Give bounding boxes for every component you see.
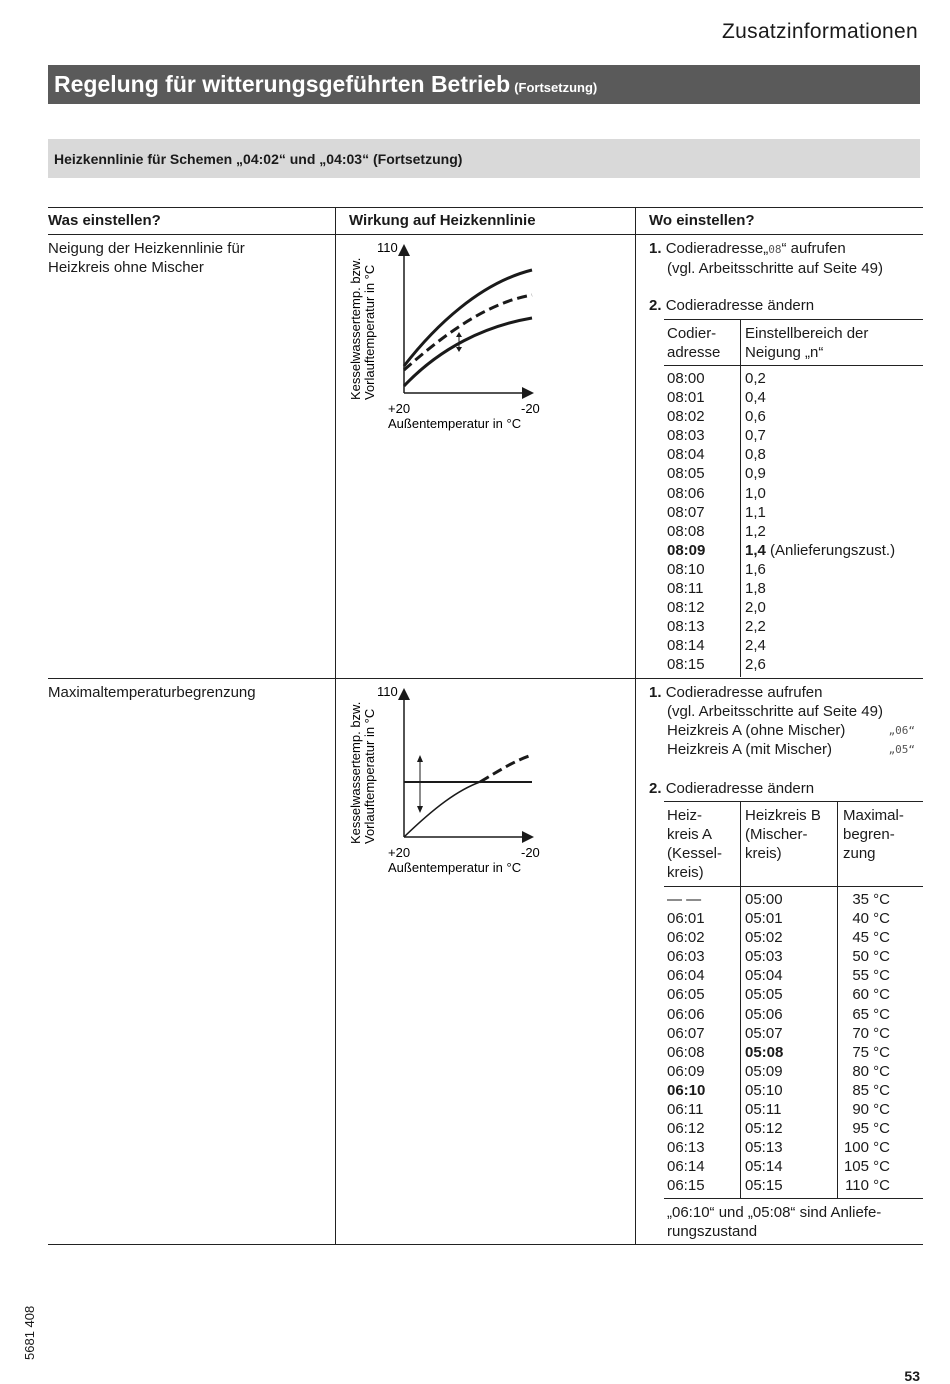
table-cell: 0,9 — [745, 465, 766, 483]
row1-curve-upper — [404, 270, 532, 366]
table-row: 06:03 — [667, 948, 705, 966]
table-row: 08:10 — [667, 560, 705, 578]
row2-heizkreis-b-list — [745, 890, 783, 1196]
row2-curve-dashed — [480, 755, 532, 782]
table-cell: 0,4 — [745, 389, 766, 407]
table-cell: 65 °C — [852, 1005, 890, 1023]
row1-subtable-header-rule — [664, 365, 923, 366]
table-row: — — — [667, 891, 702, 908]
subtitle-bar — [48, 139, 920, 178]
table-cell: 05:02 — [745, 929, 783, 947]
row2-max-temp-chart — [340, 682, 550, 882]
table-cell: 35 °C — [852, 891, 890, 908]
table-cell: 0,2 — [745, 370, 766, 387]
table-cell: 90 °C — [852, 1101, 890, 1119]
table-row: 06:14 — [667, 1158, 705, 1176]
table-cell: 2,4 — [745, 637, 766, 655]
row2-code-heizkreis-a-mit: „05“ — [888, 743, 915, 756]
row1-subtable-divider — [740, 319, 741, 677]
table-row: 08:11 — [667, 580, 704, 598]
table-row: 06:05 — [667, 986, 705, 1004]
table-cell: 0,7 — [745, 427, 766, 445]
table-cell: 45 °C — [852, 929, 890, 947]
table-cell: 0,8 — [745, 446, 766, 464]
table-cell: 05:01 — [745, 910, 783, 928]
row1-x-left-label: +20 — [388, 401, 411, 416]
row-divider — [48, 678, 923, 679]
table-cell: 05:03 — [745, 948, 783, 966]
default-note: (Anlieferungszust.) — [770, 541, 896, 559]
row1-x-right-label: -20 — [521, 401, 540, 416]
table-cell: 95 °C — [852, 1120, 890, 1138]
row2-x-right-label: -20 — [521, 845, 540, 860]
table-cell: 2,0 — [745, 599, 766, 617]
row2-y-axis-label-line2: Vorlauftemperatur in °C — [362, 708, 377, 844]
table-cell: 2,6 — [745, 656, 766, 674]
row1-step1: 1. Codieradresse„08“ aufrufen (vgl. Arbeitsschritte auf Seite 49) — [649, 240, 883, 277]
table-cell: 1,8 — [745, 580, 766, 598]
row1-y-axis-label-line1: Kesselwassertemp. bzw. — [348, 257, 363, 400]
row1-y-axis-label-line2: Vorlauftemperatur in °C — [362, 264, 377, 400]
table-cell: 05:04 — [745, 967, 783, 985]
table-cell: 75 °C — [852, 1043, 890, 1061]
table-row: 08:07 — [667, 503, 705, 521]
table-cell: 1,1 — [745, 503, 766, 521]
table-cell: 05:05 — [745, 986, 783, 1004]
row1-curve-lower — [404, 318, 532, 386]
table-cell-default: 1,4 (Anlieferungszust.) — [745, 541, 896, 559]
row1-subtable-top — [664, 319, 923, 320]
row1-value-list — [745, 369, 895, 675]
row2-subtable-bottom — [664, 1198, 923, 1199]
page-title-suffix: (Fortsetzung) — [514, 80, 598, 95]
row1-code-list — [667, 369, 705, 675]
row1-what: Neigung der Heizkennlinie für Heizkreis ohne Mischer — [48, 240, 245, 276]
row2-x-left-label: +20 — [388, 845, 411, 860]
table-row: 06:01 — [667, 910, 705, 928]
section-label: Zusatzinformationen — [722, 20, 918, 43]
row2-x-axis-label: Außentemperatur in °C — [388, 860, 522, 875]
table-cell: 05:06 — [745, 1005, 783, 1023]
table-top-rule — [48, 207, 923, 208]
table-cell: 100 °C — [843, 1139, 890, 1157]
table-row: 08:02 — [667, 408, 705, 426]
row1-subheader-code: Codier- adresse — [667, 325, 721, 361]
page-title: Regelung für witterungsgeführten Betrieb (Fortsetzung) — [54, 71, 598, 97]
table-cell: 40 °C — [852, 910, 890, 928]
row2-subheader-heizkreis-a: Heiz- kreis A (Kessel- kreis) — [667, 807, 723, 881]
table-cell: 0,6 — [745, 408, 766, 426]
row2-subtable-header-rule — [664, 886, 923, 887]
table-cell: 1,6 — [745, 560, 766, 578]
table-row: 08:14 — [667, 637, 705, 655]
table-row: 06:02 — [667, 929, 705, 947]
col-header-where: Wo einstellen? — [649, 212, 755, 229]
table-row: 06:13 — [667, 1139, 705, 1157]
col-header-effect: Wirkung auf Heizkennlinie — [349, 212, 536, 229]
table-row: 06:06 — [667, 1005, 705, 1023]
table-cell: 105 °C — [843, 1158, 890, 1176]
row2-what: Maximaltemperaturbegrenzung — [48, 684, 256, 701]
row2-subtable-top — [664, 801, 923, 802]
table-cell: 60 °C — [852, 986, 890, 1004]
row2-heizkreis-a-list — [667, 890, 705, 1196]
column-divider-2 — [635, 207, 636, 1244]
title-bar — [48, 65, 920, 104]
row2-y-max-label: 110 — [377, 684, 398, 699]
table-row: 06:08 — [667, 1043, 705, 1061]
table-cell: 70 °C — [852, 1024, 890, 1042]
table-cell: 05:09 — [745, 1062, 783, 1080]
row2-subheader-heizkreis-b: Heizkreis B (Mischer- kreis) — [745, 807, 821, 862]
table-row: 08:15 — [667, 656, 705, 674]
row1-heating-curve-chart — [340, 238, 550, 438]
table-cell: 05:00 — [745, 891, 783, 908]
row1-x-axis-label: Außentemperatur in °C — [388, 416, 522, 431]
table-cell: 05:12 — [745, 1120, 783, 1138]
column-divider-1 — [335, 207, 336, 1244]
table-row: 08:08 — [667, 522, 705, 540]
row2-y-axis-label-line1: Kesselwassertemp. bzw. — [348, 701, 363, 844]
subtitle: Heizkennlinie für Schemen „04:02“ und „04:03“ (Fortsetzung) — [54, 151, 463, 167]
table-cell: 05:11 — [745, 1101, 782, 1119]
document-number: 5681 408 — [22, 1305, 37, 1360]
table-row: 06:07 — [667, 1024, 705, 1042]
table-row: 08:01 — [667, 389, 705, 407]
table-row: 06:15 — [667, 1177, 705, 1195]
row2-subtable-divider-1 — [740, 801, 741, 1198]
table-cell: 80 °C — [852, 1062, 890, 1080]
table-cell: 05:13 — [745, 1139, 783, 1157]
row1-display-code: 08 — [768, 243, 782, 256]
table-row-default: 08:09 — [667, 541, 706, 559]
row1-subheader-range: Einstellbereich der Neigung „n“ — [745, 325, 869, 361]
table-row: 08:03 — [667, 427, 705, 445]
table-cell: 110 °C — [845, 1177, 890, 1195]
table-row: 08:00 — [667, 370, 705, 387]
table-cell: 55 °C — [852, 967, 890, 985]
row2-footer-note: „06:10“ und „05:08“ sind Anliefe- rungszustand — [667, 1204, 882, 1240]
row1-curve-dashed — [404, 295, 532, 370]
table-cell: 05:10 — [745, 1081, 783, 1099]
table-cell: 05:14 — [745, 1158, 783, 1176]
table-cell: 05:15 — [745, 1177, 783, 1195]
table-bottom-rule — [48, 1244, 923, 1245]
page-number: 53 — [904, 1368, 920, 1384]
table-cell: 2,2 — [745, 618, 766, 636]
row2-max-temp-list — [838, 890, 890, 1196]
table-row: 06:11 — [667, 1101, 704, 1119]
table-row: 06:09 — [667, 1062, 705, 1080]
table-cell: 1,0 — [745, 484, 766, 502]
table-header-rule — [48, 234, 923, 235]
table-row: 08:12 — [667, 599, 705, 617]
table-row: 08:06 — [667, 484, 705, 502]
table-cell: 85 °C — [852, 1081, 890, 1099]
row1-y-max-label: 110 — [377, 240, 398, 255]
table-row: 06:12 — [667, 1120, 705, 1138]
row2-step2: 2. Codieradresse ändern — [649, 780, 815, 797]
row2-step1: 1. Codieradresse aufrufen (vgl. Arbeitsschritte auf Seite 49) Heizkreis A (ohne Mischer) „06“ Heizkreis A (mit Mischer) „05“ — [649, 684, 915, 758]
table-cell: 05:07 — [745, 1024, 783, 1042]
table-row: 08:13 — [667, 618, 705, 636]
table-row: 06:04 — [667, 967, 705, 985]
table-cell: 50 °C — [852, 948, 890, 966]
row2-curve-solid — [404, 782, 480, 837]
table-cell: 1,2 — [745, 522, 766, 540]
row2-code-heizkreis-a-ohne: „06“ — [888, 724, 915, 737]
row2-subheader-max: Maximal- begren- zung — [843, 807, 904, 862]
table-row-default: 06:10 — [667, 1081, 706, 1099]
col-header-what: Was einstellen? — [48, 212, 161, 229]
table-row: 08:04 — [667, 446, 705, 464]
table-cell-default: 05:08 — [745, 1043, 784, 1061]
table-row: 08:05 — [667, 465, 705, 483]
row1-step2: 2. Codieradresse ändern — [649, 297, 815, 314]
